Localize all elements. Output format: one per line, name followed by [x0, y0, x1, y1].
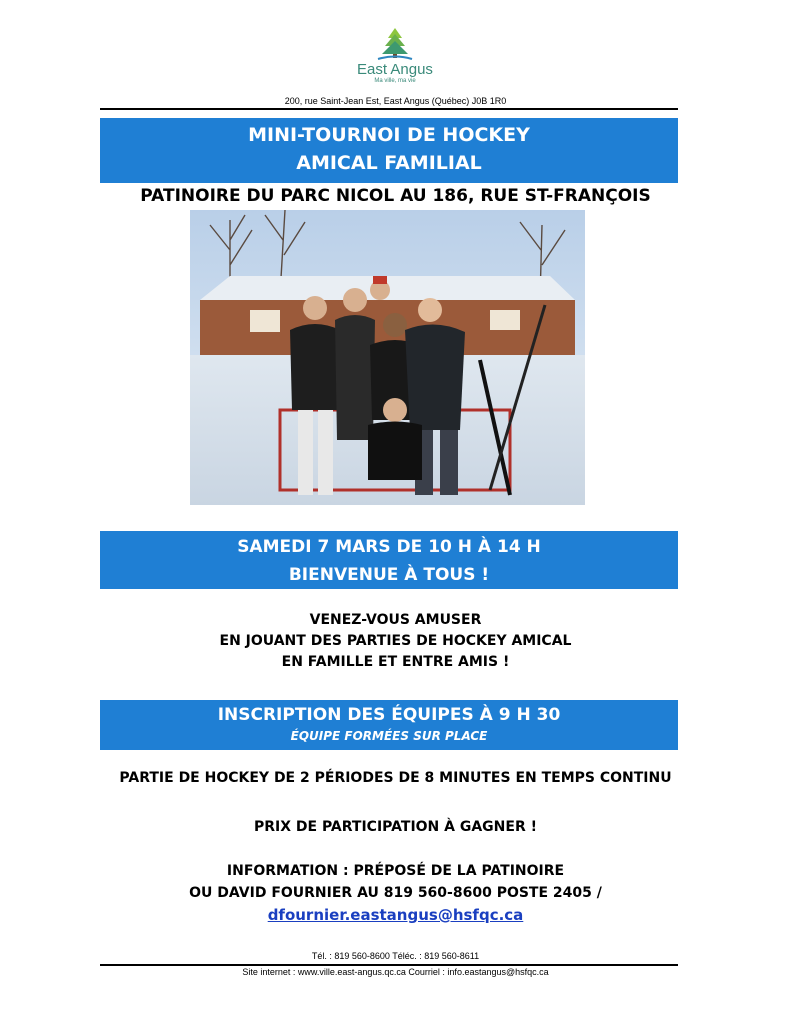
footer-divider — [100, 964, 678, 966]
footer-phones: Tél. : 819 560-8600 Téléc. : 819 560-8611 — [311, 951, 480, 961]
inscription-banner — [100, 700, 678, 750]
title-banner — [100, 118, 678, 183]
title-line-1: MINI-TOURNOI DE HOCKEY — [248, 124, 530, 146]
info-line-1: INFORMATION : PRÉPOSÉ DE LA PATINOIRE — [226, 863, 565, 879]
header-divider — [100, 108, 678, 110]
tree-logo-icon — [375, 26, 415, 62]
invite-line-2: EN JOUANT DES PARTIES DE HOCKEY AMICAL — [219, 633, 572, 649]
address: 200, rue Saint-Jean Est, East Angus (Québec) J0B 1R0 — [284, 96, 507, 106]
teams-formed-line: ÉQUIPE FORMÉES SUR PLACE — [290, 729, 488, 743]
prizes-text: PRIX DE PARTICIPATION À GAGNER ! — [253, 819, 537, 835]
east-angus-logo — [345, 26, 445, 100]
date-banner — [100, 531, 678, 589]
game-format: PARTIE DE HOCKEY DE 2 PÉRIODES DE 8 MINUTES EN TEMPS CONTINU — [119, 770, 672, 786]
logo-tagline: Ma ville, ma vie — [374, 78, 416, 84]
title-line-2: AMICAL FAMILIAL — [296, 152, 482, 174]
hockey-group-photo — [190, 210, 585, 505]
group-photo — [190, 210, 585, 505]
invite-line-1: VENEZ-VOUS AMUSER — [309, 612, 482, 628]
info-line-2: OU DAVID FOURNIER AU 819 560-8600 POSTE 2405 / — [189, 885, 602, 901]
invite-block — [0, 610, 791, 673]
contact-block — [0, 860, 791, 927]
location-heading: PATINOIRE DU PARC NICOL AU 186, RUE ST-FRANÇOIS — [140, 186, 651, 206]
inscription-line: INSCRIPTION DES ÉQUIPES À 9 H 30 — [217, 705, 561, 725]
email-link[interactable]: dfournier.eastangus@hsfqc.ca — [267, 906, 524, 924]
logo-name: East Angus — [357, 61, 433, 78]
invite-line-3: EN FAMILLE ET ENTRE AMIS ! — [281, 654, 510, 670]
date-line: SAMEDI 7 MARS DE 10 H À 14 H — [237, 537, 541, 557]
footer-web: Site internet : www.ville.east-angus.qc.ca Courriel : info.eastangus@hsfqc.ca — [242, 967, 549, 977]
welcome-line: BIENVENUE À TOUS ! — [288, 565, 490, 585]
